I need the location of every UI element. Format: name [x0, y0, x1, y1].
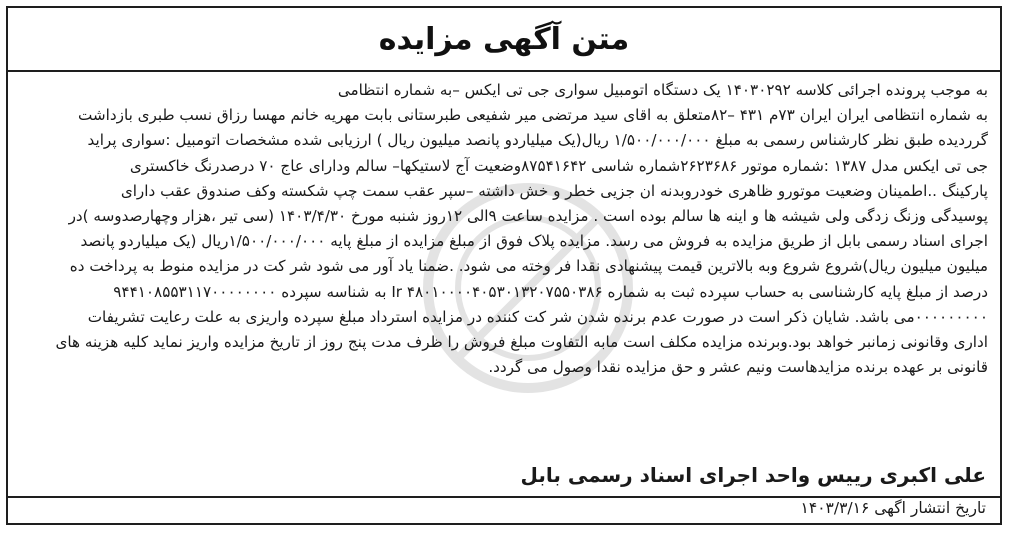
notice-body — [18, 78, 988, 380]
body-line: پوسیدگی وزنگ زدگی ولی شیشه ها و اینه ها سالم بوده است . مزایده ساعت ۹الی ۱۲روز شنبه مورخ ۱۴۰۳/۴/۳۰ (سی تیر ،هزار وچهارصدوسه )در — [68, 206, 988, 225]
signature-line: علی اکبری رییس واحد اجرای اسناد رسمی بابل — [520, 463, 986, 487]
signature-divider — [8, 496, 1000, 498]
body-line: ۰۰۰۰۰۰۰۰۰می باشد. شایان ذکر است در صورت عدم برنده شدن شر کت کننده در مزایده استرداد مبلغ سپرده واریزی به علت رعایت تشریفات — [87, 307, 988, 326]
body-line: پارکینگ ..اطمینان وضعیت موتورو ظاهری خودروبدنه ان جزیی خطر و خش داشته –سپر عقب سمت چپ شکسته وکف صندوق عقب دارای — [120, 181, 988, 200]
body-line: اداری وقانونی زمانبر خواهد بود.وبرنده مزایده مکلف است مابه التفاوت مبلغ فروش را ظرف مدت پنج روز از تاریخ مزایده واریز نماید کلیه هزینه های — [55, 332, 988, 351]
body-line: به موجب پرونده اجرائی کلاسه ۱۴۰۳۰۲۹۲ یک دستگاه اتومبیل سواری جی تی ایکس –به شماره انتظامی — [337, 81, 988, 99]
header-divider — [8, 70, 1000, 72]
body-line: به شماره انتظامی ایران ایران ۷۳م ۴۳۱ –۸۲متعلق به اقای سید مرتضی میر شفیعی طبرستانی بابت مهریه خانم مهسا رزاق نسب طبری بازداشت — [77, 106, 988, 125]
body-line: قانونی بر عهده برنده مزایدهاست ونیم عشر و حق مزایده نقدا وصول می گردد. — [488, 358, 988, 377]
notice-header — [8, 8, 1000, 70]
body-line: اجرای اسناد رسمی بابل از طریق مزایده به فروش می رسد. مزایده پلاک فوق از مبلغ مزایده از مبلغ پایه ۱/۵۰۰/۰۰۰/۰۰۰ریال (یک میلیاردو پانصد — [80, 232, 988, 251]
body-line: جی تی ایکس مدل ۱۳۸۷ :شماره موتور ۲۶۲۳۶۸۶شماره شاسی ۸۷۵۴۱۶۴۲وضعیت آج لاستیکها– سالم ودارای عاج ۷۰ درصدرنگ خاکستری — [129, 156, 988, 175]
notice-title: متن آگهی مزایده — [378, 21, 630, 57]
body-line: گرردیده طبق نظر کارشناس رسمی به مبلغ ۱/۵۰۰/۰۰۰/۰۰۰ ریال(یک میلیاردو پانصد میلیون ریال ) ارزیابی شده مشخصات اتومبیل :سواری پراید — [87, 131, 988, 150]
body-line: میلیون میلیون ریال)شروع شروع وبه بالاترین قیمت پیشنهادی نقدا فر وخته می شود. .ضمنا یاد آور می شود شر کت در مزایده منوط به پرداخت ده — [69, 257, 988, 276]
body-line: درصد از مبلغ پایه کارشناسی به حساب سپرده ثبت به شماره Ir ۴۸۰۱۰۰۰۰۴۰۵۳۰۱۳۲۰۷۵۵۰۳۸۶ به شناسه سپرده ۹۴۴۱۰۸۵۵۳۱۱۷۰۰۰۰۰۰۰۰ — [113, 282, 988, 301]
notice-frame — [6, 6, 1002, 525]
publish-date: تاریخ انتشار اگهی ۱۴۰۳/۳/۱۶ — [800, 499, 986, 517]
